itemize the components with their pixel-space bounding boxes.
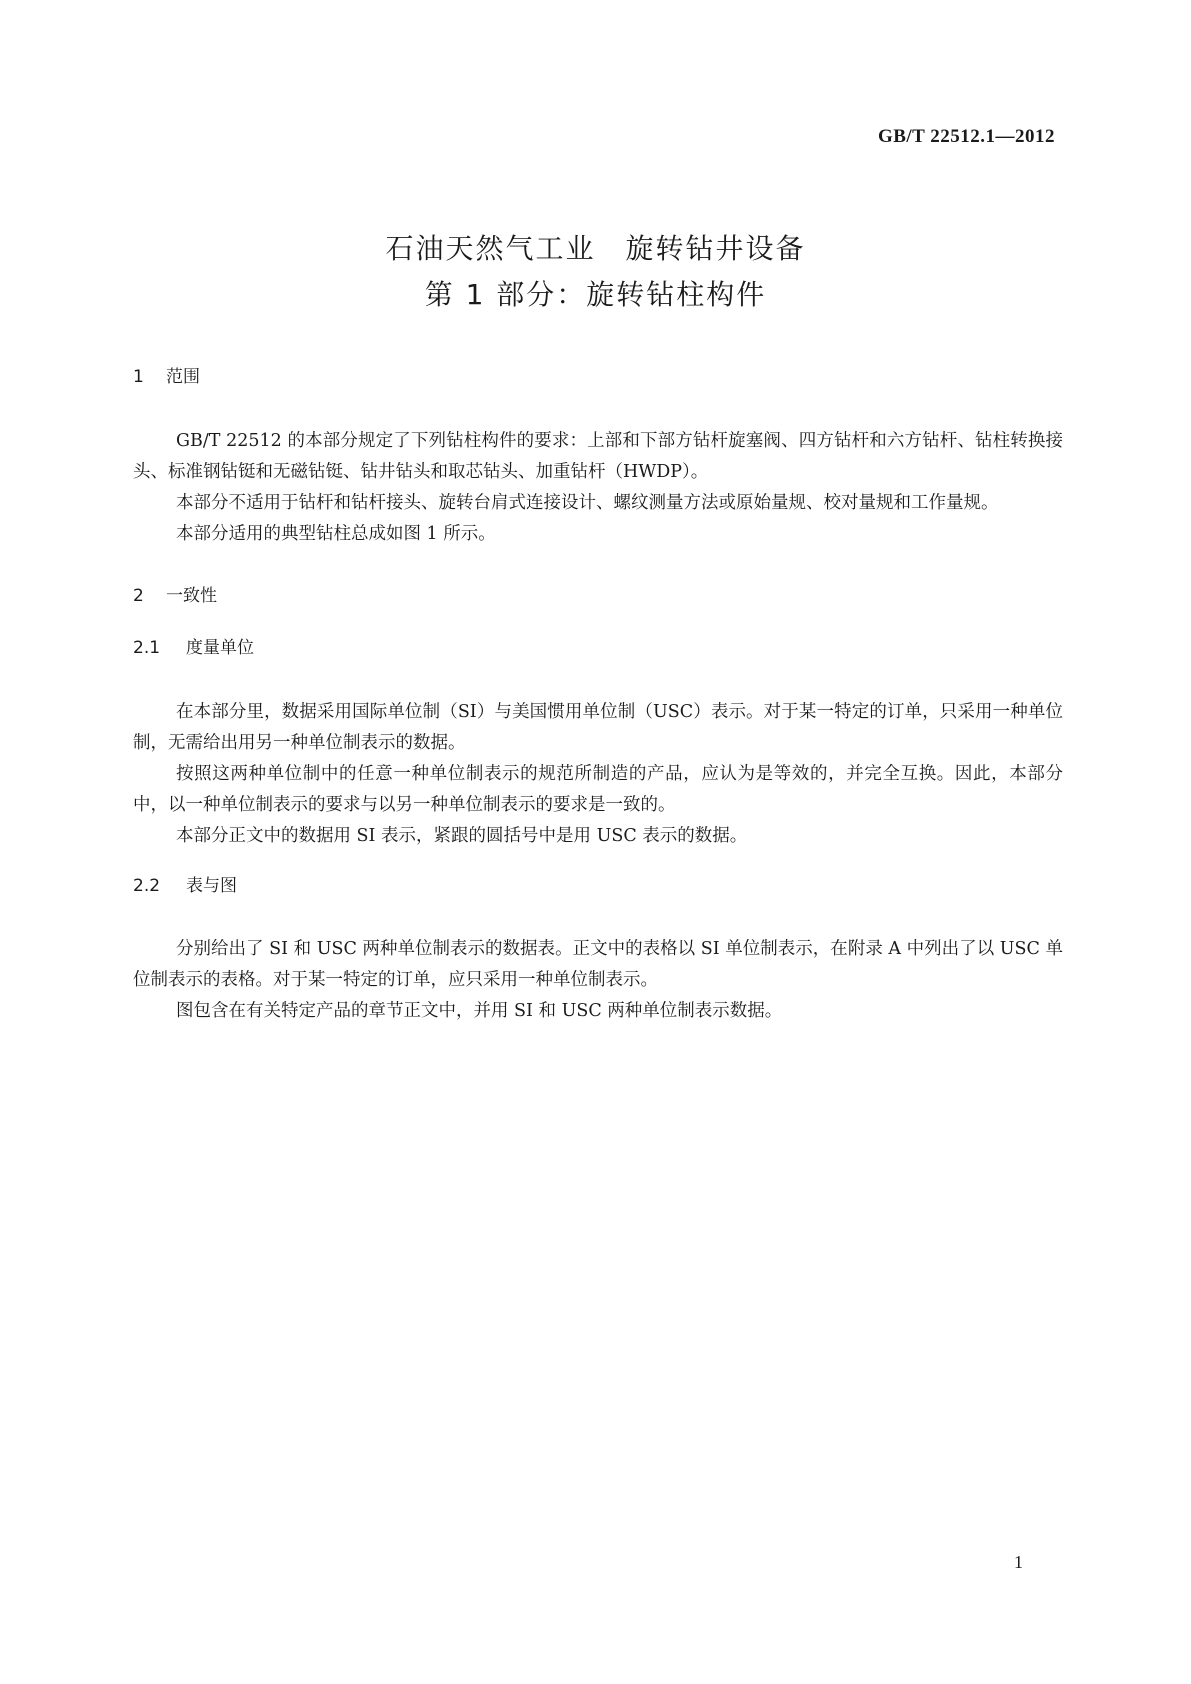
paragraph: 本部分适用的典型钻柱总成如图 1 所示。 <box>176 524 496 544</box>
document-body <box>133 365 1063 1027</box>
section-2-1-heading <box>133 636 1063 660</box>
paragraph: 按照这两种单位制中的任意一种单位制表示的规范所制造的产品，应认为是等效的，并完全互换。因此，本部分中，以一种单位制表示的要求与以另一种单位制表示的要求是一致的。 <box>133 764 1063 815</box>
paragraph: 图包含在有关特定产品的章节正文中，并用 SI 和 USC 两种单位制表示数据。 <box>176 1001 783 1021</box>
subsection-title: 度量单位 <box>186 638 254 658</box>
section-2-2-heading <box>133 874 1063 898</box>
section-title: 一致性 <box>166 586 217 606</box>
paragraph: 在本部分里，数据采用国际单位制（SI）与美国惯用单位制（USC）表示。对于某一特定的订单，只采用一种单位制，无需给出用另一种单位制表示的数据。 <box>133 702 1063 753</box>
subsection-title: 表与图 <box>186 876 237 896</box>
subsection-number: 2.1 <box>133 638 161 658</box>
section-1-heading <box>133 365 1063 389</box>
paragraph: 本部分不适用于钻杆和钻杆接头、旋转台肩式连接设计、螺纹测量方法或原始量规、校对量规和工作量规。 <box>176 493 999 513</box>
subsection-number: 2.2 <box>133 876 161 896</box>
section-2-heading <box>133 584 1063 608</box>
document-title <box>0 226 1191 318</box>
title-line-1: 石油天然气工业 旋转钻井设备 <box>385 232 806 265</box>
section-number: 2 <box>133 586 144 606</box>
title-line-2: 第 1 部分：旋转钻柱构件 <box>424 278 767 311</box>
paragraph: 分别给出了 SI 和 USC 两种单位制表示的数据表。正文中的表格以 SI 单位制表示，在附录 A 中列出了以 USC 单位制表示的表格。对于某一特定的订单，应只采用一种单位制表示。 <box>133 939 1063 990</box>
paragraph: 本部分正文中的数据用 SI 表示，紧跟的圆括号中是用 USC 表示的数据。 <box>176 826 748 846</box>
section-number: 1 <box>133 367 144 387</box>
page-number: 1 <box>1014 1552 1023 1572</box>
paragraph: GB/T 22512 的本部分规定了下列钻柱构件的要求：上部和下部方钻杆旋塞阀、四方钻杆和六方钻杆、钻柱转换接头、标准钢钻铤和无磁钻铤、钻井钻头和取芯钻头、加重钻杆（HWDP）。 <box>133 431 1063 482</box>
section-title: 范围 <box>166 367 200 387</box>
standard-number: GB/T 22512.1—2012 <box>877 126 1055 147</box>
